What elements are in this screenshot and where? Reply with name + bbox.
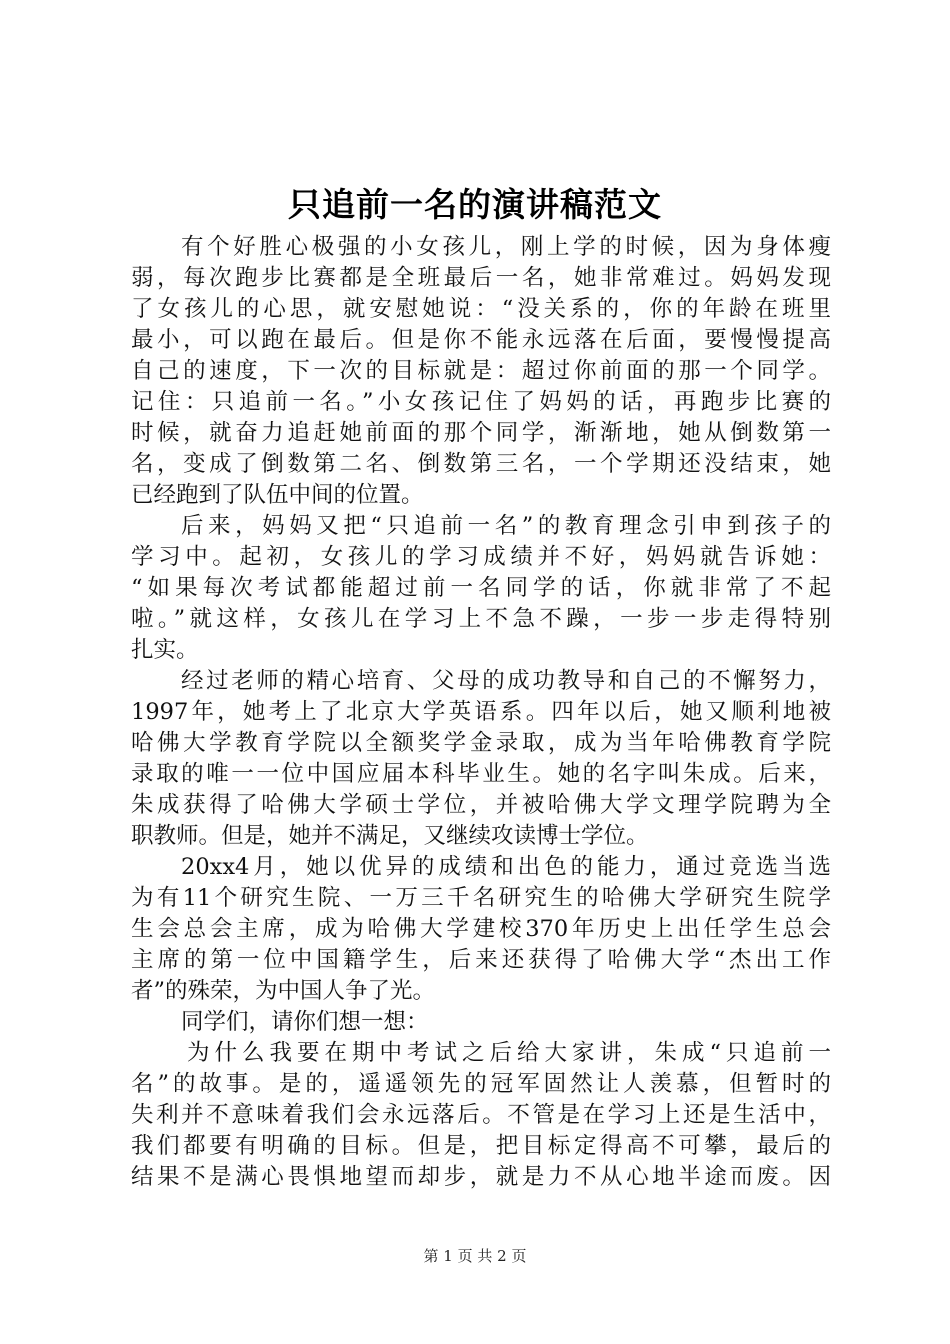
document-body bbox=[131, 232, 831, 1193]
text-line: 同学们，请你们想一想： bbox=[181, 1009, 429, 1035]
text-line: 主席的第一位中国籍学生，后来还获得了哈佛大学“杰出工作 bbox=[131, 947, 831, 973]
document-title: 只追前一名的演讲稿范文 bbox=[288, 185, 662, 224]
text-line: 朱成获得了哈佛大学硕士学位，并被哈佛大学文理学院聘为全 bbox=[131, 792, 831, 818]
text-line: 结果不是满心畏惧地望而却步，就是力不从心地半途而废。因 bbox=[131, 1164, 831, 1190]
text-line: 已经跑到了队伍中间的位置。 bbox=[131, 482, 424, 508]
text-line: 名，变成了倒数第二名、倒数第三名，一个学期还没结束，她 bbox=[131, 451, 831, 477]
text-line: 哈佛大学教育学院以全额奖学金录取，成为当年哈佛教育学院 bbox=[131, 730, 831, 756]
text-line: 弱，每次跑步比赛都是全班最后一名，她非常难过。妈妈发现 bbox=[131, 265, 831, 291]
text-line: 学习中。起初，女孩儿的学习成绩并不好，妈妈就告诉她： bbox=[131, 544, 831, 570]
text-line: 啦。”就这样，女孩儿在学习上不急不躁，一步一步走得特别 bbox=[131, 606, 831, 632]
text-line: 为有11个研究生院、一万三千名研究生的哈佛大学研究生院学 bbox=[131, 885, 831, 911]
text-line: 记住：只追前一名。”小女孩记住了妈妈的话，再跑步比赛的 bbox=[131, 389, 831, 415]
page-number-footer: 第 1 页 共 2 页 bbox=[423, 1247, 527, 1265]
text-line: 后来，妈妈又把“只追前一名”的教育理念引申到孩子的 bbox=[181, 513, 831, 539]
text-line: 生会总会主席，成为哈佛大学建校370年历史上出任学生总会 bbox=[131, 916, 831, 942]
text-line: 有个好胜心极强的小女孩儿，刚上学的时候，因为身体瘦 bbox=[181, 234, 831, 260]
text-line: 20xx4月，她以优异的成绩和出色的能力，通过竞选当选 bbox=[181, 854, 831, 880]
text-line: 最小，可以跑在最后。但是你不能永远落在后面，要慢慢提高 bbox=[131, 327, 831, 353]
text-line: “如果每次考试都能超过前一名同学的话，你就非常了不起 bbox=[131, 575, 831, 601]
text-line: 失利并不意味着我们会永远落后。不管是在学习上还是生活中， bbox=[131, 1102, 831, 1128]
text-line: 扎实。 bbox=[131, 637, 199, 663]
text-line: 为什么我要在期中考试之后给大家讲，朱成“只追前一 bbox=[187, 1040, 831, 1066]
text-line: 录取的唯一一位中国应届本科毕业生。她的名字叫朱成。后来， bbox=[131, 761, 831, 787]
text-line: 经过老师的精心培育、父母的成功教导和自己的不懈努力， bbox=[181, 668, 831, 694]
text-line: 1997年，她考上了北京大学英语系。四年以后，她又顺利地被 bbox=[131, 699, 831, 725]
text-line: 名”的故事。是的，遥遥领先的冠军固然让人羡慕，但暂时的 bbox=[131, 1071, 831, 1097]
text-line: 职教师。但是，她并不满足，又继续攻读博士学位。 bbox=[131, 823, 649, 849]
text-line: 时候，就奋力追赶她前面的那个同学，渐渐地，她从倒数第一 bbox=[131, 420, 831, 446]
text-line: 了女孩儿的心思，就安慰她说：“没关系的，你的年龄在班里 bbox=[131, 296, 831, 322]
text-line: 者”的殊荣，为中国人争了光。 bbox=[131, 978, 436, 1004]
text-line: 自己的速度，下一次的目标就是：超过你前面的那一个同学。 bbox=[131, 358, 831, 384]
text-line: 我们都要有明确的目标。但是，把目标定得高不可攀，最后的 bbox=[131, 1133, 831, 1159]
